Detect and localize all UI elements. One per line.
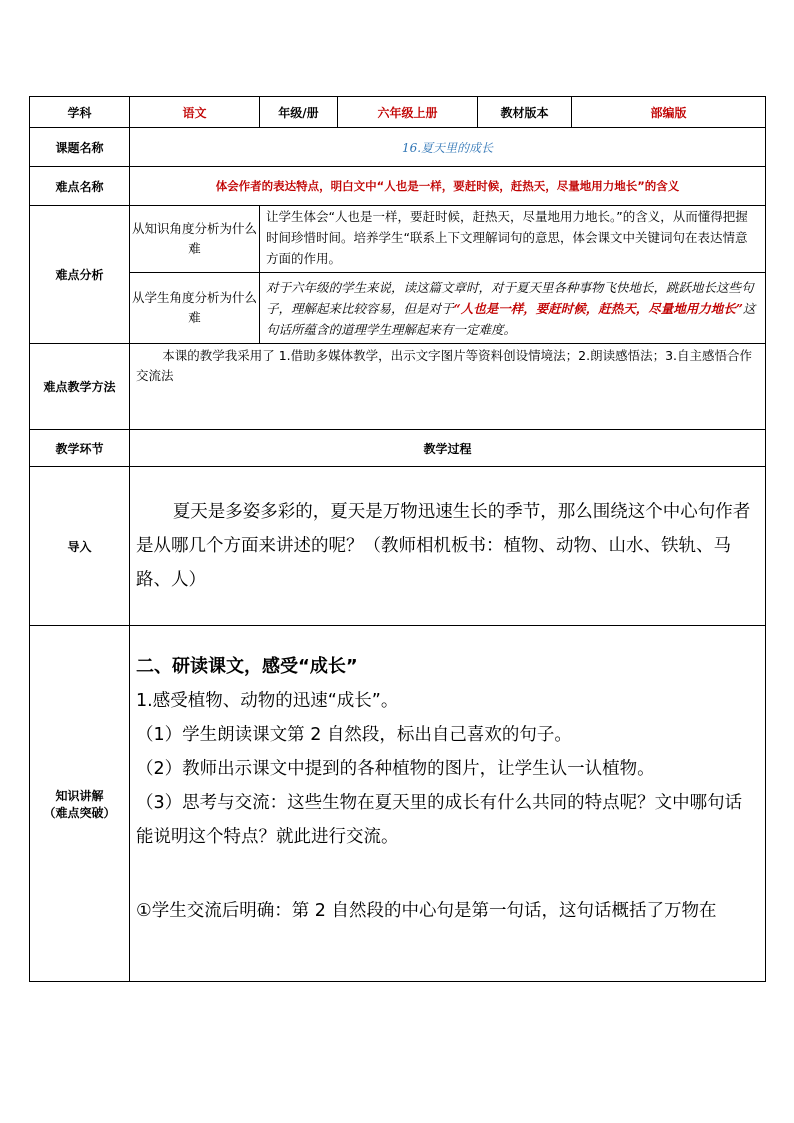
- point-1: 1.感受植物、动物的迅速“成长”。: [136, 691, 399, 711]
- student-angle-text: [260, 273, 766, 344]
- difficulty-label: 难点名称: [30, 167, 130, 206]
- lesson-plan-sheet: [29, 96, 765, 986]
- lesson-label: 课题名称: [30, 128, 130, 167]
- knowledge-angle-label: 从知识角度分析为什么难: [130, 206, 260, 273]
- knowledge-cell: [130, 626, 766, 982]
- method-label: 难点教学方法: [30, 344, 130, 430]
- student-text-before: 对于六年级的学生来说，读这篇文章时，对于夏天里各种事物飞快地长，跳跃地长这些句子，理解起来比较容易，但是对于: [266, 279, 754, 316]
- knowledge-label-line2: （难点突破）: [43, 805, 116, 820]
- process-title: 教学过程: [130, 430, 766, 467]
- method-text: [130, 344, 766, 430]
- header-row: [30, 97, 766, 128]
- grade-value: 六年级上册: [338, 97, 478, 128]
- knowledge-label: [30, 626, 130, 982]
- difficulty-row: [30, 167, 766, 206]
- lesson-row: [30, 128, 766, 167]
- intro-row: [30, 467, 766, 626]
- knowledge-label-line1: 知识讲解: [55, 788, 104, 803]
- student-text-quote: “人也是一样，要赶时候，赶热天，尽量地用力地长”: [453, 300, 743, 316]
- knowledge-angle-text: 让学生体会“人也是一样，要赶时候，赶热天，尽量地用力地长。”的含义，从而懂得把握时间珍惜时间。培养学生“联系上下文理解词句的意思，体会课文中关键词句在表达情意方面的作用。: [260, 206, 766, 273]
- method-row: [30, 344, 766, 430]
- analysis-row-knowledge: [30, 206, 766, 273]
- subject-label: 学科: [30, 97, 130, 128]
- grade-label: 年级/册: [260, 97, 338, 128]
- lesson-title: 16.夏天里的成长: [130, 128, 766, 167]
- difficulty-value: 体会作者的表达特点，明白文中“人也是一样，要赶时候，赶热天，尽量地用力地长”的含义: [130, 167, 766, 206]
- process-stage-label: 教学环节: [30, 430, 130, 467]
- student-angle-label: 从学生角度分析为什么难: [130, 273, 260, 344]
- edition-label: 教材版本: [478, 97, 572, 128]
- section-heading: 二、研读课文，感受“成长”: [136, 656, 358, 677]
- analysis-label: 难点分析: [30, 206, 130, 344]
- edition-value: 部编版: [572, 97, 766, 128]
- intro-cell: [130, 467, 766, 626]
- intro-label: 导入: [30, 467, 130, 626]
- step-2: （2）教师出示课文中提到的各种植物的图片，让学生认一认植物。: [136, 759, 655, 779]
- student-text-after: 这句话所蕴含的道理学生理解起来有一定难度。: [266, 300, 756, 337]
- lesson-plan-table: [29, 96, 766, 982]
- step-1: （1）学生朗读课文第 2 自然段，标出自己喜欢的句子。: [136, 725, 572, 745]
- intro-text: 夏天是多姿多彩的，夏天是万物迅速生长的季节，那么围绕这个中心句作者是从哪几个方面来讲述的呢？（教师相机板书：植物、动物、山水、铁轨、马路、人）: [136, 502, 751, 590]
- knowledge-row: [30, 626, 766, 982]
- subject-value: 语文: [130, 97, 260, 128]
- blank-line: [136, 854, 759, 894]
- analysis-row-student: [30, 273, 766, 344]
- step-3: （3）思考与交流：这些生物在夏天里的成长有什么共同的特点呢？文中哪句话能说明这个特点？就此进行交流。: [136, 793, 743, 847]
- method-content: 本课的教学我采用了 1.借助多媒体教学，出示文字图片等资料创设情境法；2.朗读感悟法；3.自主感悟合作交流法: [136, 348, 753, 383]
- note-1: ①学生交流后明确：第 2 自然段的中心句是第一句话，这句话概括了万物在: [136, 901, 717, 921]
- process-header-row: [30, 430, 766, 467]
